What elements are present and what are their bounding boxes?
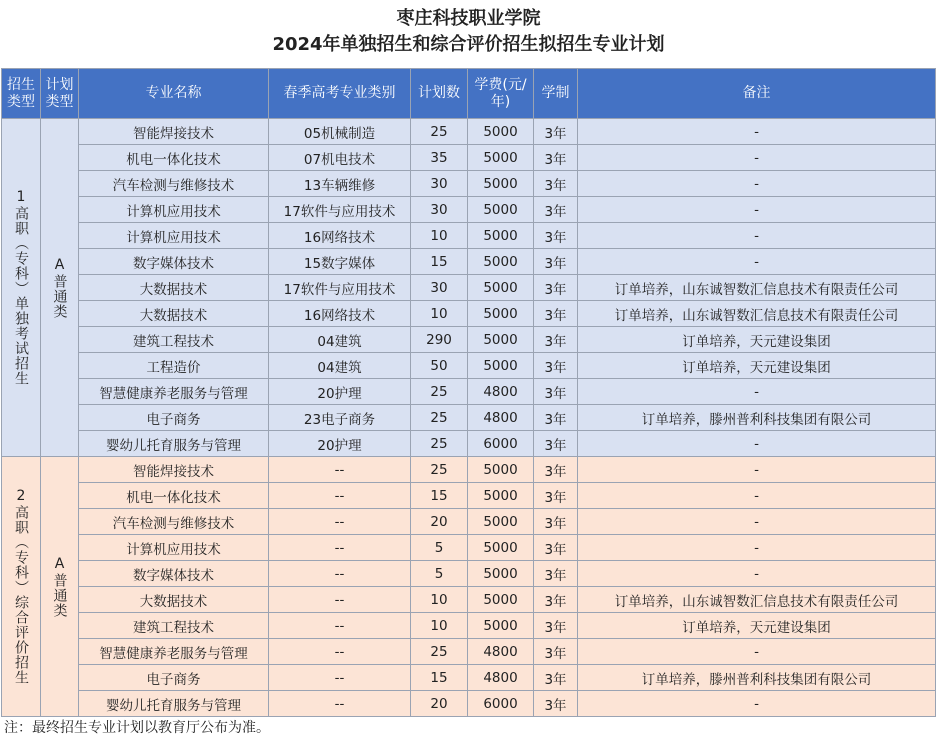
duration-cell: 3年	[534, 379, 578, 405]
duration-cell: 3年	[534, 405, 578, 431]
duration-cell: 3年	[534, 691, 578, 717]
table-row	[2, 639, 936, 665]
tuition-cell: 5000	[468, 587, 534, 613]
table-row	[2, 535, 936, 561]
remarks-cell: 订单培养，滕州普利科技集团有限公司	[578, 665, 936, 691]
tuition-cell: 5000	[468, 223, 534, 249]
major-name-cell: 电子商务	[79, 405, 269, 431]
spring-exam-category-cell: --	[269, 535, 411, 561]
major-name-cell: 建筑工程技术	[79, 327, 269, 353]
spring-exam-category-cell: 20护理	[269, 379, 411, 405]
major-name-cell: 智慧健康养老服务与管理	[79, 379, 269, 405]
spring-exam-category-cell: --	[269, 613, 411, 639]
major-name-cell: 婴幼儿托育服务与管理	[79, 691, 269, 717]
remarks-cell: -	[578, 197, 936, 223]
table-row	[2, 223, 936, 249]
table-row	[2, 171, 936, 197]
header-plan-type: 计划类型	[41, 69, 79, 119]
spring-exam-category-cell: --	[269, 509, 411, 535]
major-name-cell: 婴幼儿托育服务与管理	[79, 431, 269, 457]
spring-exam-category-cell: --	[269, 691, 411, 717]
duration-cell: 3年	[534, 561, 578, 587]
duration-cell: 3年	[534, 431, 578, 457]
tuition-cell: 5000	[468, 249, 534, 275]
plan-count-cell: 15	[411, 483, 468, 509]
major-name-cell: 电子商务	[79, 665, 269, 691]
duration-cell: 3年	[534, 535, 578, 561]
plan-count-cell: 25	[411, 639, 468, 665]
plan-type-cell: A普通类	[41, 119, 79, 457]
spring-exam-category-cell: 13车辆维修	[269, 171, 411, 197]
plan-count-cell: 5	[411, 535, 468, 561]
remarks-cell: -	[578, 535, 936, 561]
spring-exam-category-cell: 16网络技术	[269, 223, 411, 249]
spring-exam-category-cell: 05机械制造	[269, 119, 411, 145]
remarks-cell: 订单培养，天元建设集团	[578, 613, 936, 639]
duration-cell: 3年	[534, 639, 578, 665]
table-row	[2, 145, 936, 171]
plan-count-cell: 25	[411, 405, 468, 431]
tuition-cell: 5000	[468, 275, 534, 301]
remarks-cell: 订单培养，山东诚智数汇信息技术有限责任公司	[578, 275, 936, 301]
duration-cell: 3年	[534, 223, 578, 249]
header-major-name: 专业名称	[79, 69, 269, 119]
table-row	[2, 509, 936, 535]
spring-exam-category-cell: --	[269, 665, 411, 691]
duration-cell: 3年	[534, 587, 578, 613]
duration-cell: 3年	[534, 119, 578, 145]
major-name-cell: 大数据技术	[79, 301, 269, 327]
plan-count-cell: 10	[411, 301, 468, 327]
tuition-cell: 5000	[468, 145, 534, 171]
major-name-cell: 建筑工程技术	[79, 613, 269, 639]
table-row	[2, 327, 936, 353]
tuition-cell: 5000	[468, 457, 534, 483]
duration-cell: 3年	[534, 457, 578, 483]
header-remarks: 备注	[578, 69, 936, 119]
remarks-cell: -	[578, 145, 936, 171]
tuition-cell: 5000	[468, 197, 534, 223]
plan-count-cell: 30	[411, 275, 468, 301]
header-duration: 学制	[534, 69, 578, 119]
remarks-cell: -	[578, 509, 936, 535]
major-name-cell: 智慧健康养老服务与管理	[79, 639, 269, 665]
major-name-cell: 智能焊接技术	[79, 119, 269, 145]
duration-cell: 3年	[534, 249, 578, 275]
header-tuition: 学费(元/年)	[468, 69, 534, 119]
plan-count-cell: 10	[411, 613, 468, 639]
major-name-cell: 机电一体化技术	[79, 145, 269, 171]
plan-count-cell: 290	[411, 327, 468, 353]
major-name-cell: 汽车检测与维修技术	[79, 171, 269, 197]
table-row	[2, 587, 936, 613]
duration-cell: 3年	[534, 665, 578, 691]
header-row	[2, 69, 936, 119]
table-row	[2, 249, 936, 275]
plan-count-cell: 10	[411, 587, 468, 613]
plan-type-cell: A普通类	[41, 457, 79, 717]
plan-count-cell: 30	[411, 197, 468, 223]
title-school: 枣庄科技职业学院	[396, 8, 541, 29]
plan-count-cell: 30	[411, 171, 468, 197]
enrollment-plan-table	[1, 68, 936, 717]
plan-count-cell: 25	[411, 119, 468, 145]
enroll-type-cell: 1高职（专科）单独考试招生	[2, 119, 41, 457]
plan-count-cell: 5	[411, 561, 468, 587]
duration-cell: 3年	[534, 327, 578, 353]
remarks-cell: 订单培养，山东诚智数汇信息技术有限责任公司	[578, 301, 936, 327]
spring-exam-category-cell: 23电子商务	[269, 405, 411, 431]
remarks-cell: -	[578, 119, 936, 145]
plan-count-cell: 10	[411, 223, 468, 249]
spring-exam-category-cell: 17软件与应用技术	[269, 275, 411, 301]
table-row	[2, 379, 936, 405]
remarks-cell: -	[578, 457, 936, 483]
duration-cell: 3年	[534, 509, 578, 535]
tuition-cell: 5000	[468, 171, 534, 197]
duration-cell: 3年	[534, 171, 578, 197]
plan-count-cell: 20	[411, 509, 468, 535]
table-row	[2, 197, 936, 223]
major-name-cell: 数字媒体技术	[79, 561, 269, 587]
table-row	[2, 301, 936, 327]
major-name-cell: 计算机应用技术	[79, 535, 269, 561]
header-plan-count: 计划数	[411, 69, 468, 119]
tuition-cell: 5000	[468, 353, 534, 379]
plan-count-cell: 50	[411, 353, 468, 379]
remarks-cell: -	[578, 249, 936, 275]
spring-exam-category-cell: 04建筑	[269, 327, 411, 353]
tuition-cell: 5000	[468, 301, 534, 327]
duration-cell: 3年	[534, 145, 578, 171]
tuition-cell: 5000	[468, 613, 534, 639]
spring-exam-category-cell: 20护理	[269, 431, 411, 457]
spring-exam-category-cell: --	[269, 587, 411, 613]
tuition-cell: 5000	[468, 509, 534, 535]
spring-exam-category-cell: 17软件与应用技术	[269, 197, 411, 223]
tuition-cell: 5000	[468, 561, 534, 587]
plan-count-cell: 25	[411, 457, 468, 483]
table-row	[2, 691, 936, 717]
table-row	[2, 353, 936, 379]
plan-count-cell: 35	[411, 145, 468, 171]
remarks-cell: 订单培养，滕州普利科技集团有限公司	[578, 405, 936, 431]
tuition-cell: 5000	[468, 119, 534, 145]
remarks-cell: -	[578, 431, 936, 457]
spring-exam-category-cell: --	[269, 457, 411, 483]
duration-cell: 3年	[534, 301, 578, 327]
major-name-cell: 智能焊接技术	[79, 457, 269, 483]
remarks-cell: -	[578, 691, 936, 717]
remarks-cell: -	[578, 379, 936, 405]
table-row	[2, 405, 936, 431]
tuition-cell: 5000	[468, 535, 534, 561]
tuition-cell: 4800	[468, 665, 534, 691]
tuition-cell: 5000	[468, 327, 534, 353]
duration-cell: 3年	[534, 613, 578, 639]
major-name-cell: 大数据技术	[79, 275, 269, 301]
remarks-cell: 订单培养，天元建设集团	[578, 327, 936, 353]
table-row	[2, 561, 936, 587]
major-name-cell: 汽车检测与维修技术	[79, 509, 269, 535]
table-row	[2, 275, 936, 301]
table-row	[2, 665, 936, 691]
remarks-cell: -	[578, 639, 936, 665]
table-row	[2, 119, 936, 145]
plan-count-cell: 15	[411, 249, 468, 275]
duration-cell: 3年	[534, 483, 578, 509]
plan-count-cell: 25	[411, 431, 468, 457]
major-name-cell: 计算机应用技术	[79, 223, 269, 249]
table-row	[2, 457, 936, 483]
header-enroll-type: 招生类型	[2, 69, 41, 119]
table-row	[2, 613, 936, 639]
tuition-cell: 6000	[468, 691, 534, 717]
spring-exam-category-cell: 15数字媒体	[269, 249, 411, 275]
remarks-cell: 订单培养，天元建设集团	[578, 353, 936, 379]
major-name-cell: 工程造价	[79, 353, 269, 379]
duration-cell: 3年	[534, 353, 578, 379]
tuition-cell: 4800	[468, 639, 534, 665]
plan-count-cell: 20	[411, 691, 468, 717]
enroll-type-cell: 2高职（专科）综合评价招生	[2, 457, 41, 717]
remarks-cell: -	[578, 223, 936, 249]
tuition-cell: 4800	[468, 405, 534, 431]
remarks-cell: -	[578, 171, 936, 197]
table-row	[2, 431, 936, 457]
major-name-cell: 计算机应用技术	[79, 197, 269, 223]
major-name-cell: 数字媒体技术	[79, 249, 269, 275]
footnote: 注：最终招生专业计划以教育厅公布为准。	[4, 720, 270, 736]
plan-count-cell: 25	[411, 379, 468, 405]
spring-exam-category-cell: --	[269, 561, 411, 587]
tuition-cell: 4800	[468, 379, 534, 405]
table-row	[2, 483, 936, 509]
remarks-cell: 订单培养，山东诚智数汇信息技术有限责任公司	[578, 587, 936, 613]
spring-exam-category-cell: 04建筑	[269, 353, 411, 379]
spring-exam-category-cell: --	[269, 483, 411, 509]
tuition-cell: 5000	[468, 483, 534, 509]
spring-exam-category-cell: 07机电技术	[269, 145, 411, 171]
major-name-cell: 大数据技术	[79, 587, 269, 613]
plan-count-cell: 15	[411, 665, 468, 691]
duration-cell: 3年	[534, 275, 578, 301]
title-plan: 2024年单独招生和综合评价招生拟招生专业计划	[272, 34, 665, 55]
tuition-cell: 6000	[468, 431, 534, 457]
header-spring-exam-category: 春季高考专业类别	[269, 69, 411, 119]
spring-exam-category-cell: 16网络技术	[269, 301, 411, 327]
spring-exam-category-cell: --	[269, 639, 411, 665]
remarks-cell: -	[578, 483, 936, 509]
major-name-cell: 机电一体化技术	[79, 483, 269, 509]
remarks-cell: -	[578, 561, 936, 587]
duration-cell: 3年	[534, 197, 578, 223]
